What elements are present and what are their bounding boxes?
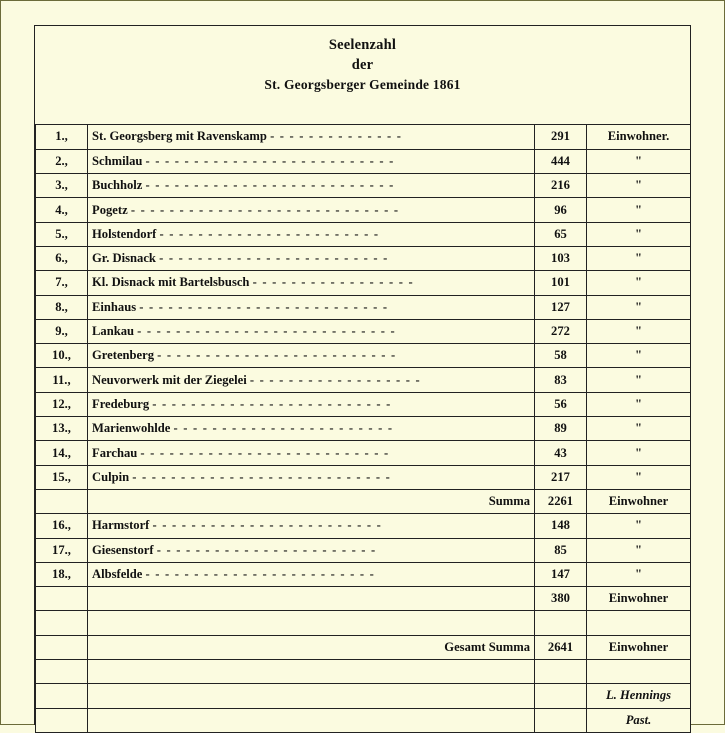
row-unit: " xyxy=(587,271,691,295)
grand-total-label: Gesamt Summa xyxy=(88,635,535,659)
row-unit: " xyxy=(587,392,691,416)
subtotal-number xyxy=(36,489,88,513)
row-count: 85 xyxy=(535,538,587,562)
signature-row-2 xyxy=(36,708,691,732)
row-count: 217 xyxy=(535,465,587,489)
signature2-count xyxy=(535,708,587,732)
row-count: 127 xyxy=(535,295,587,319)
row-number: 14., xyxy=(36,441,88,465)
signature-name: L. Hennings xyxy=(587,684,691,708)
row-unit: " xyxy=(587,441,691,465)
row-number: 15., xyxy=(36,465,88,489)
row-unit: " xyxy=(587,246,691,270)
census-table xyxy=(35,125,691,733)
table-row xyxy=(36,246,691,270)
leader-dots: - - - - - - - - - - - - - - - - - - - - - - - - - - xyxy=(145,153,395,168)
row-unit: " xyxy=(587,465,691,489)
signature-row xyxy=(36,684,691,708)
table-row xyxy=(36,149,691,173)
row-number: 18., xyxy=(36,562,88,586)
leader-dots: - - - - - - - - - - - - - - - - - xyxy=(252,275,414,290)
row-number: 11., xyxy=(36,368,88,392)
row-number: 13., xyxy=(36,417,88,441)
row-count: 216 xyxy=(535,174,587,198)
table-row xyxy=(36,465,691,489)
row-count: 96 xyxy=(535,198,587,222)
footer-unit xyxy=(587,660,691,684)
row-number: 17., xyxy=(36,538,88,562)
row-count: 147 xyxy=(535,562,587,586)
subtotal-row xyxy=(36,489,691,513)
row-count: 58 xyxy=(535,344,587,368)
subtotal2-row xyxy=(36,587,691,611)
leader-dots: - - - - - - - - - - - - - - xyxy=(270,129,403,144)
row-number: 10., xyxy=(36,344,88,368)
grand-total-row xyxy=(36,635,691,659)
row-place: Farchau - - - - - - - - - - - - - - - - - - - - - - - - - - xyxy=(88,441,535,465)
row-unit: Einwohner. xyxy=(587,125,691,149)
row-number: 7., xyxy=(36,271,88,295)
row-unit: " xyxy=(587,538,691,562)
row-count: 56 xyxy=(535,392,587,416)
row-unit: " xyxy=(587,562,691,586)
row-count: 148 xyxy=(535,514,587,538)
footer-row xyxy=(36,660,691,684)
subtotal2-label xyxy=(88,587,535,611)
signature-count xyxy=(535,684,587,708)
row-number: 8., xyxy=(36,295,88,319)
leader-dots: - - - - - - - - - - - - - - - - - - - - - - - - - - - xyxy=(137,324,396,339)
spacer-count xyxy=(535,611,587,635)
table-row xyxy=(36,222,691,246)
leader-dots: - - - - - - - - - - - - - - - - - - - - - - - - - - xyxy=(145,178,395,193)
table-row xyxy=(36,441,691,465)
row-unit: " xyxy=(587,149,691,173)
subtotal-unit: Einwohner xyxy=(587,489,691,513)
leader-dots: - - - - - - - - - - - - - - - - - - - - - - - - - - - xyxy=(132,469,391,484)
spacer-row xyxy=(36,611,691,635)
leader-dots: - - - - - - - - - - - - - - - - - - - - - - - - - - - - xyxy=(130,202,400,217)
row-number: 6., xyxy=(36,246,88,270)
subtotal-label: Summa xyxy=(88,489,535,513)
row-count: 444 xyxy=(535,149,587,173)
signature-label xyxy=(88,684,535,708)
row-unit: " xyxy=(587,295,691,319)
leader-dots: - - - - - - - - - - - - - - - - - - - - - - - - xyxy=(145,566,375,581)
leader-dots: - - - - - - - - - - - - - - - - - - - - - - - - xyxy=(159,251,389,266)
subtotal-count: 2261 xyxy=(535,489,587,513)
table-row xyxy=(36,417,691,441)
row-unit: " xyxy=(587,174,691,198)
leader-dots: - - - - - - - - - - - - - - - - - - - - - - - - xyxy=(152,518,382,533)
row-place: Buchholz - - - - - - - - - - - - - - - - - - - - - - - - - - xyxy=(88,174,535,198)
table-row xyxy=(36,392,691,416)
row-place: Giesenstorf - - - - - - - - - - - - - - - - - - - - - - - xyxy=(88,538,535,562)
grand-total-unit: Einwohner xyxy=(587,635,691,659)
leader-dots: - - - - - - - - - - - - - - - - - - xyxy=(249,372,421,387)
row-unit: " xyxy=(587,198,691,222)
row-place: Kl. Disnack mit Bartelsbusch - - - - - - - - - - - - - - - - - xyxy=(88,271,535,295)
row-number: 4., xyxy=(36,198,88,222)
table-row xyxy=(36,514,691,538)
row-count: 65 xyxy=(535,222,587,246)
table-row xyxy=(36,344,691,368)
title-block xyxy=(35,26,690,125)
row-count: 103 xyxy=(535,246,587,270)
row-count: 291 xyxy=(535,125,587,149)
row-place: Einhaus - - - - - - - - - - - - - - - - - - - - - - - - - - xyxy=(88,295,535,319)
row-place: Fredeburg - - - - - - - - - - - - - - - - - - - - - - - - - xyxy=(88,392,535,416)
row-place: Pogetz - - - - - - - - - - - - - - - - - - - - - - - - - - - - xyxy=(88,198,535,222)
row-unit: " xyxy=(587,344,691,368)
row-place: Lankau - - - - - - - - - - - - - - - - - - - - - - - - - - - xyxy=(88,319,535,343)
row-place: Gretenberg - - - - - - - - - - - - - - - - - - - - - - - - - xyxy=(88,344,535,368)
footer-number xyxy=(36,660,88,684)
row-place: St. Georgsberg mit Ravenskamp - - - - - - - - - - - - - - xyxy=(88,125,535,149)
row-count: 272 xyxy=(535,319,587,343)
row-number: 12., xyxy=(36,392,88,416)
row-count: 101 xyxy=(535,271,587,295)
row-place: Gr. Disnack - - - - - - - - - - - - - - - - - - - - - - - - xyxy=(88,246,535,270)
row-place: Harmstorf - - - - - - - - - - - - - - - - - - - - - - - - xyxy=(88,514,535,538)
row-number: 5., xyxy=(36,222,88,246)
table-row xyxy=(36,319,691,343)
title-line-1: Seelenzahl xyxy=(328,37,397,53)
row-unit: " xyxy=(587,417,691,441)
leader-dots: - - - - - - - - - - - - - - - - - - - - - - - - - - xyxy=(140,445,390,460)
row-place: Holstendorf - - - - - - - - - - - - - - - - - - - - - - - xyxy=(88,222,535,246)
table-row xyxy=(36,125,691,149)
signature2-number xyxy=(36,708,88,732)
leader-dots: - - - - - - - - - - - - - - - - - - - - - - - xyxy=(159,226,380,241)
row-unit: " xyxy=(587,319,691,343)
row-number: 1., xyxy=(36,125,88,149)
subtotal2-number xyxy=(36,587,88,611)
leader-dots: - - - - - - - - - - - - - - - - - - - - - - - xyxy=(156,542,377,557)
leader-dots: - - - - - - - - - - - - - - - - - - - - - - - - - xyxy=(157,348,397,363)
table-row xyxy=(36,271,691,295)
row-place: Neuvorwerk mit der Ziegelei - - - - - - - - - - - - - - - - - - xyxy=(88,368,535,392)
row-unit: " xyxy=(587,368,691,392)
subtotal2-count: 380 xyxy=(535,587,587,611)
title-line-2: der xyxy=(351,57,374,73)
table-row xyxy=(36,295,691,319)
row-number: 9., xyxy=(36,319,88,343)
row-place: Marienwohlde - - - - - - - - - - - - - - - - - - - - - - - xyxy=(88,417,535,441)
signature-title: Past. xyxy=(587,708,691,732)
grand-total-number xyxy=(36,635,88,659)
row-number: 2., xyxy=(36,149,88,173)
spacer-label xyxy=(88,611,535,635)
table-row xyxy=(36,174,691,198)
row-place: Schmilau - - - - - - - - - - - - - - - - - - - - - - - - - - xyxy=(88,149,535,173)
row-unit: " xyxy=(587,514,691,538)
leader-dots: - - - - - - - - - - - - - - - - - - - - - - - xyxy=(173,421,394,436)
row-number: 3., xyxy=(36,174,88,198)
table-row xyxy=(36,198,691,222)
leader-dots: - - - - - - - - - - - - - - - - - - - - - - - - - xyxy=(152,396,392,411)
title-line-3: St. Georgsberger Gemeinde 1861 xyxy=(264,77,461,92)
row-place: Albsfelde - - - - - - - - - - - - - - - - - - - - - - - - xyxy=(88,562,535,586)
row-place: Culpin - - - - - - - - - - - - - - - - - - - - - - - - - - - xyxy=(88,465,535,489)
row-unit: " xyxy=(587,222,691,246)
row-number: 16., xyxy=(36,514,88,538)
signature-number xyxy=(36,684,88,708)
subtotal2-unit: Einwohner xyxy=(587,587,691,611)
row-count: 83 xyxy=(535,368,587,392)
spacer-number xyxy=(36,611,88,635)
grand-total-count: 2641 xyxy=(535,635,587,659)
spacer-unit xyxy=(587,611,691,635)
footer-count xyxy=(535,660,587,684)
table-row xyxy=(36,538,691,562)
table-row xyxy=(36,562,691,586)
row-count: 43 xyxy=(535,441,587,465)
signature2-label xyxy=(88,708,535,732)
leader-dots: - - - - - - - - - - - - - - - - - - - - - - - - - - xyxy=(139,299,389,314)
table-row xyxy=(36,368,691,392)
census-sheet xyxy=(34,25,691,725)
footer-label xyxy=(88,660,535,684)
row-count: 89 xyxy=(535,417,587,441)
